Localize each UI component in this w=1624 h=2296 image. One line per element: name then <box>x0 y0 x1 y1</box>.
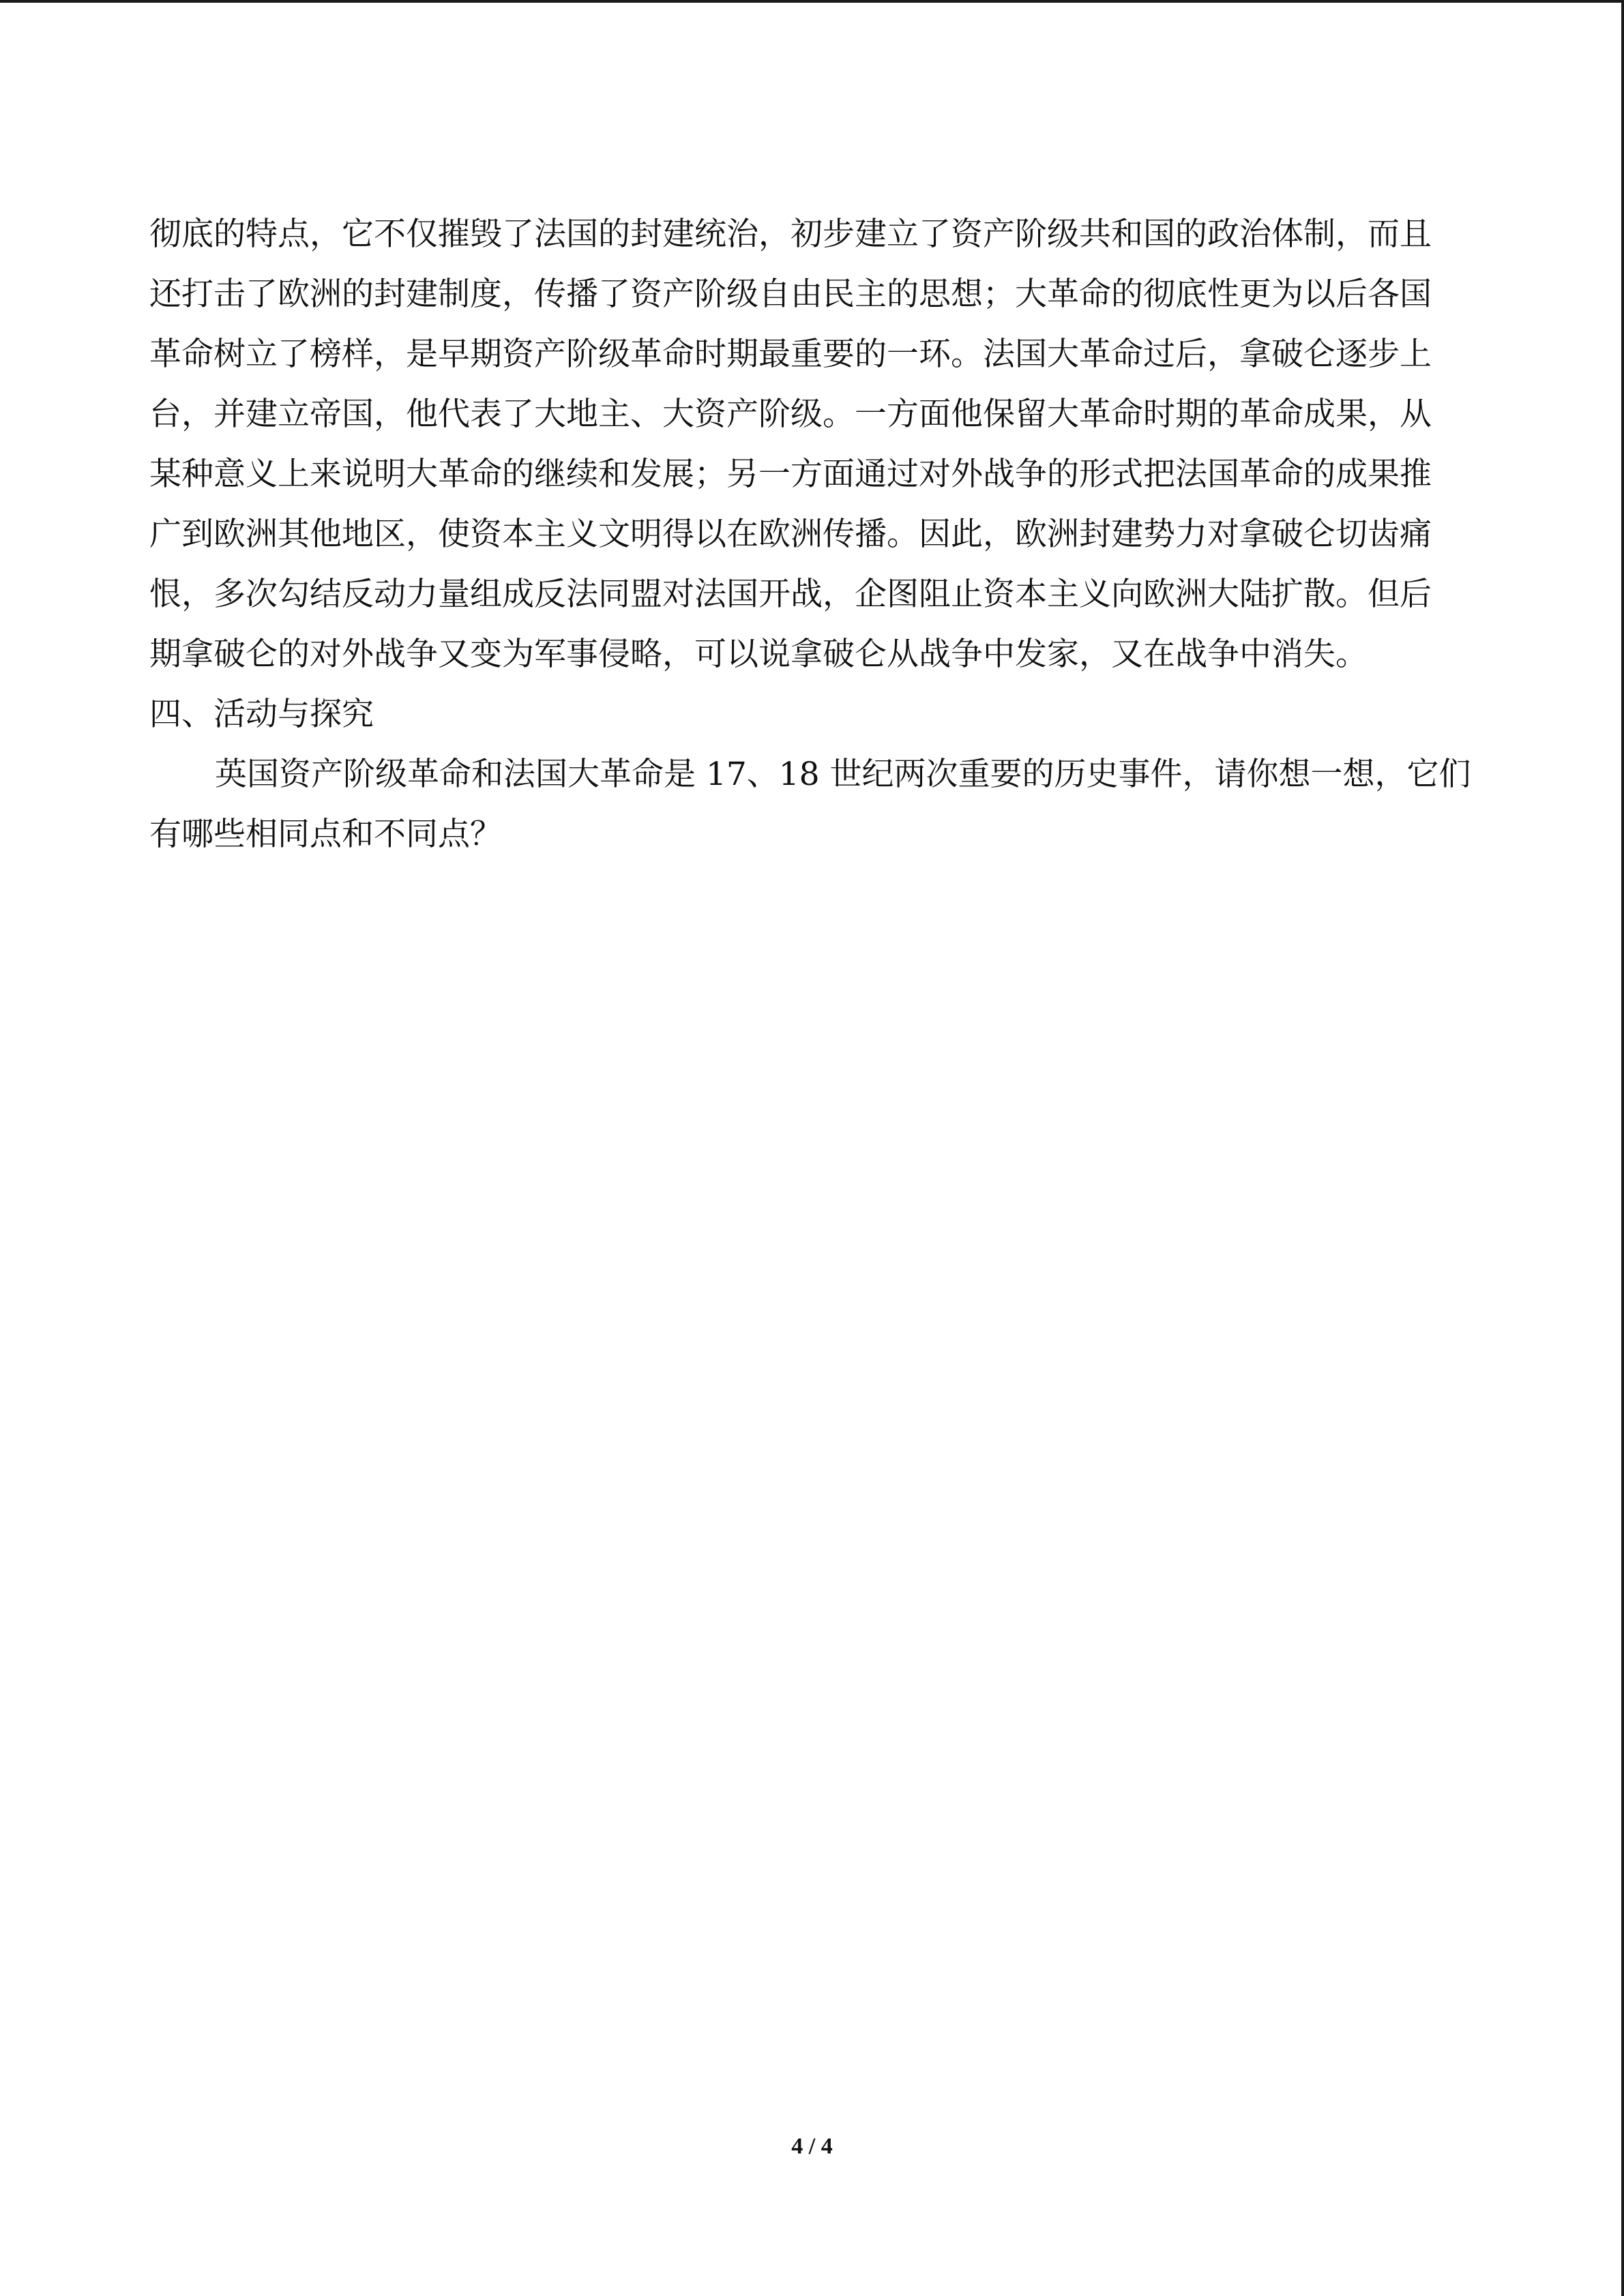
page-number: 4 / 4 <box>791 2134 833 2159</box>
text-line: 广到欧洲其他地区，使资本主义文明得以在欧洲传播。因此，欧洲封建势力对拿破仑切齿痛 <box>149 516 1432 553</box>
paragraph-napoleon <box>149 205 1475 685</box>
text-line: 英国资产阶级革命和法国大革命是 17、18 世纪两次重要的历史事件，请你想一想，它们 <box>215 756 1471 793</box>
text-line: 彻底的特点，它不仅摧毁了法国的封建统治，初步建立了资产阶级共和国的政治体制，而且 <box>149 215 1432 253</box>
section-heading: 四、活动与探究 <box>149 696 374 733</box>
document-body <box>149 205 1475 865</box>
text-line: 某种意义上来说明大革命的继续和发展；另一方面通过对外战争的形式把法国革命的成果推 <box>149 456 1432 493</box>
text-line: 期拿破仑的对外战争又变为军事侵略，可以说拿破仑从战争中发家，又在战争中消失。 <box>149 636 1368 673</box>
text-line: 还打击了欧洲的封建制度，传播了资产阶级自由民主的思想；大革命的彻底性更为以后各国 <box>149 275 1432 313</box>
text-line: 革命树立了榜样，是早期资产阶级革命时期最重要的一环。法国大革命过后，拿破仑逐步上 <box>149 336 1432 373</box>
text-line: 恨，多次勾结反动力量组成反法同盟对法国开战，企图阻止资本主义向欧洲大陆扩散。但后 <box>149 576 1432 613</box>
right-border <box>1621 0 1624 2296</box>
top-border <box>0 0 1624 3</box>
text-line: 台，并建立帝国，他代表了大地主、大资产阶级。一方面他保留大革命时期的革命成果，从 <box>149 396 1432 433</box>
text-line: 有哪些相同点和不同点？ <box>149 816 502 853</box>
paragraph-activity <box>149 745 1475 865</box>
